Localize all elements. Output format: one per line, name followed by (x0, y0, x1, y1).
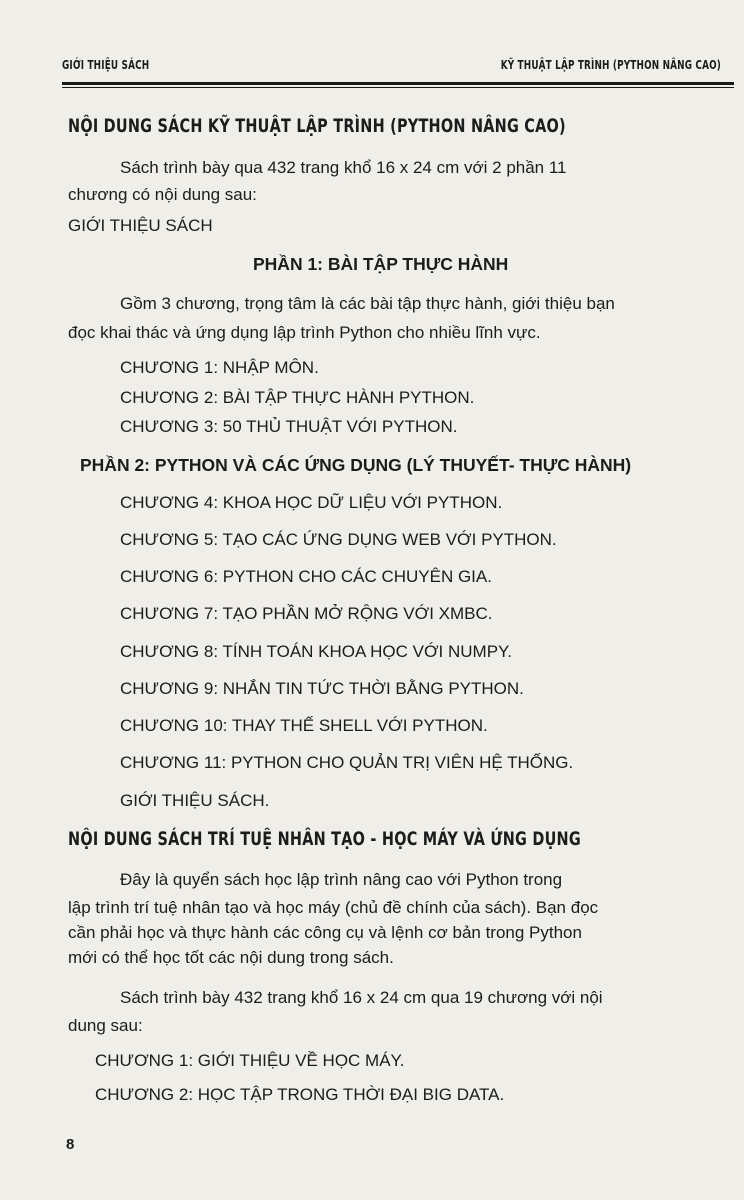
part1-chapter: CHƯƠNG 2: BÀI TẬP THỰC HÀNH PYTHON. (120, 388, 475, 407)
part2-chapter: CHƯƠNG 7: TẠO PHẦN MỞ RỘNG VỚI XMBC. (120, 604, 493, 623)
part1-desc-line1: Gồm 3 chương, trọng tâm là các bài tập thực hành, giới thiệu bạn (120, 294, 615, 313)
section1-intro-line1: Sách trình bày qua 432 trang khổ 16 x 24 cm với 2 phần 11 (120, 158, 567, 177)
part1-chapter: CHƯƠNG 3: 50 THỦ THUẬT VỚI PYTHON. (120, 417, 458, 436)
section1-closing-label: GIỚI THIỆU SÁCH. (120, 791, 270, 810)
section2-para2-line: Sách trình bày 432 trang khổ 16 x 24 cm qua 19 chương với nội (120, 988, 603, 1007)
part2-chapter: CHƯƠNG 9: NHẮN TIN TỨC THỜI BẰNG PYTHON. (120, 679, 524, 698)
header-rule (62, 82, 734, 85)
header-right: KỸ THUẬT LẬP TRÌNH (PYTHON NÂNG CAO) (500, 58, 722, 72)
section2-para1-line: cần phải học và thực hành các công cụ và lệnh cơ bản trong Python (68, 923, 582, 942)
part2-chapter: CHƯƠNG 11: PYTHON CHO QUẢN TRỊ VIÊN HỆ THỐNG. (120, 753, 574, 772)
section1-intro-label: GIỚI THIỆU SÁCH (68, 216, 213, 235)
part2-title: PHẦN 2: PYTHON VÀ CÁC ỨNG DỤNG (LÝ THUYẾT- THỰC HÀNH) (80, 455, 632, 475)
section2-para1-line: mới có thể học tốt các nội dung trong sách. (68, 948, 394, 967)
header-rule-thin (62, 87, 734, 88)
section2-chapter: CHƯƠNG 1: GIỚI THIỆU VỀ HỌC MÁY. (95, 1051, 405, 1070)
part2-chapter: CHƯƠNG 5: TẠO CÁC ỨNG DỤNG WEB VỚI PYTHON. (120, 530, 557, 549)
section2-title: NỘI DUNG SÁCH TRÍ TUỆ NHÂN TẠO - HỌC MÁY VÀ ỨNG DỤNG (68, 828, 581, 850)
section1-intro-line2: chương có nội dung sau: (68, 185, 257, 204)
running-header (62, 58, 722, 78)
part2-chapter: CHƯƠNG 10: THAY THẾ SHELL VỚI PYTHON. (120, 716, 488, 735)
section2-para1-line: lập trình trí tuệ nhân tạo và học máy (chủ đề chính của sách). Bạn đọc (68, 898, 599, 917)
section2-para2-line: dung sau: (68, 1016, 143, 1035)
part1-chapter: CHƯƠNG 1: NHẬP MÔN. (120, 358, 319, 377)
part1-desc-line2: đọc khai thác và ứng dụng lập trình Python cho nhiều lĩnh vực. (68, 323, 541, 342)
part2-chapter: CHƯƠNG 6: PYTHON CHO CÁC CHUYÊN GIA. (120, 567, 492, 586)
header-left: GIỚI THIỆU SÁCH (62, 58, 150, 72)
section1-title: NỘI DUNG SÁCH KỸ THUẬT LẬP TRÌNH (PYTHON NÂNG CAO) (68, 115, 566, 137)
part2-chapter: CHƯƠNG 8: TÍNH TOÁN KHOA HỌC VỚI NUMPY. (120, 642, 512, 661)
part1-title: PHẦN 1: BÀI TẬP THỰC HÀNH (253, 254, 509, 274)
page-number: 8 (66, 1136, 75, 1153)
section2-para1-line: Đây là quyển sách học lập trình nâng cao với Python trong (120, 870, 563, 889)
part2-chapter: CHƯƠNG 4: KHOA HỌC DỮ LIỆU VỚI PYTHON. (120, 493, 503, 512)
section2-chapter: CHƯƠNG 2: HỌC TẬP TRONG THỜI ĐẠI BIG DATA. (95, 1085, 505, 1104)
